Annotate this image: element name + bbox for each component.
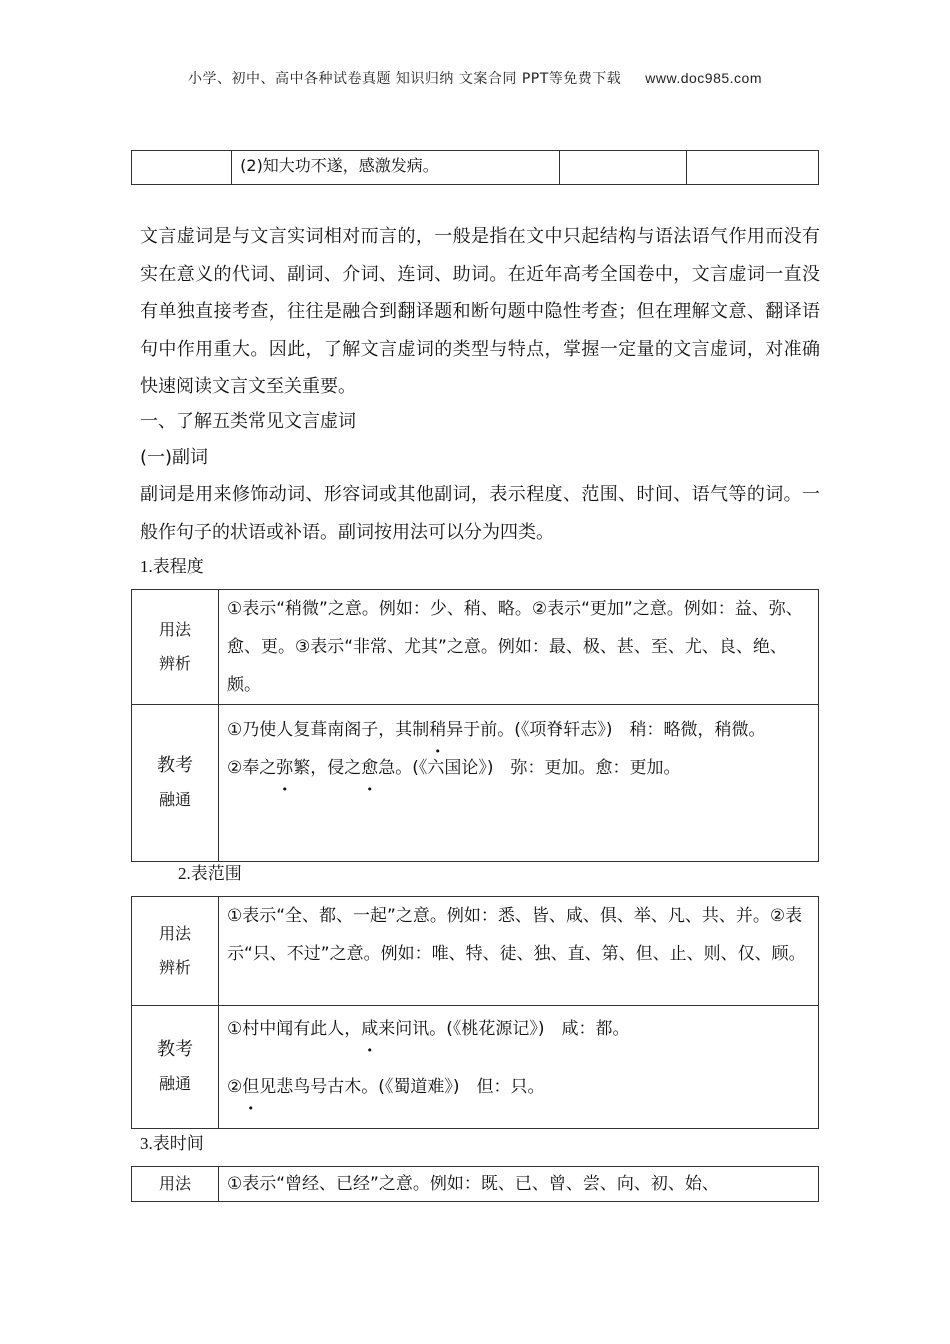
usage-label-line1: 用法 <box>158 620 191 639</box>
example-1 <box>227 1010 810 1048</box>
teaching-label-line1: 教考 <box>157 1039 193 1060</box>
usage-label-cell <box>132 590 219 705</box>
category-3-table <box>131 1166 819 1202</box>
example-1-dotted-word: 咸 <box>361 1019 379 1039</box>
example-1-text-b: 来问讯。(《桃花源记》) 咸：都。 <box>378 1019 630 1039</box>
example-1-text-a: ①村中闻有此人， <box>227 1019 362 1039</box>
usage-label-line2: 辨析 <box>158 654 191 673</box>
example-2-dotted-word-1: 弥 <box>276 758 294 778</box>
example-2-text-a: ②奉之 <box>227 758 277 778</box>
example-cell <box>219 705 819 862</box>
example-1 <box>227 711 810 749</box>
category-1-table <box>131 589 819 862</box>
usage-label-line1: 用法 <box>158 924 191 943</box>
adverb-definition: 副词是用来修饰动词、形容词或其他副词，表示程度、范围、时间、语气等的词。一般作句子的状语或补语。副词按用法可以分为四类。 <box>140 484 820 543</box>
teaching-label-cell <box>132 705 219 862</box>
subsection-heading: (一)副词 <box>140 447 209 468</box>
teaching-label-line1: 教考 <box>157 755 193 776</box>
example-2-text-b: 繁，侵之 <box>293 758 362 778</box>
category-1-title: 1.表程度 <box>140 557 204 576</box>
usage-label-cell: 用法 <box>132 1167 219 1202</box>
example-1-text-a: ①乃使人复葺南阁子，其制 <box>227 720 430 740</box>
category-2-title: 2.表范围 <box>178 864 242 883</box>
example-2 <box>227 1068 810 1106</box>
example-2-dotted-word: 但 <box>242 1077 260 1097</box>
section-heading: 一、了解五类常见文言虚词 <box>140 411 356 432</box>
top-cell-1 <box>132 151 232 185</box>
teaching-label-line2: 融通 <box>158 1074 191 1093</box>
page-header <box>0 68 950 88</box>
example-2-text-b: 见悲鸟号古木。(《蜀道难》) 但：只。 <box>259 1077 545 1097</box>
example-2-text-a: ② <box>227 1077 243 1097</box>
header-text: 小学、初中、高中各种试卷真题 知识归纳 文案合同 PPT等免费下载 <box>187 71 622 87</box>
example-2 <box>227 749 810 787</box>
teaching-label-line2: 融通 <box>158 790 191 809</box>
example-1-text-b: 异于前。(《项脊轩志》) 稍：略微，稍微。 <box>446 720 766 740</box>
category-3-title: 3.表时间 <box>140 1134 204 1153</box>
category-2-table <box>131 896 819 1129</box>
example-1-dotted-word: 稍 <box>429 720 447 740</box>
usage-text: ①表示“曾经、已经”之意。例如：既、已、曾、尝、向、初、始、 <box>219 1167 819 1202</box>
example-2-text-c: 急。(《六国论》) 弥：更加。愈：更加。 <box>378 758 681 778</box>
top-cell-2: (2)知大功不遂，感激发病。 <box>232 151 559 185</box>
usage-label-cell <box>132 897 219 1006</box>
teaching-label-cell <box>132 1006 219 1129</box>
top-cell-4 <box>686 151 818 185</box>
usage-text: ①表示“全、都、一起”之意。例如：悉、皆、咸、俱、举、凡、共、并。②表示“只、不过”之意。例如：唯、特、徒、独、直、第、但、止、则、仅、顾。 <box>219 897 819 1006</box>
usage-text: ①表示“稍微”之意。例如：少、稍、略。②表示“更加”之意。例如：益、弥、愈、更。③表示“非常、尤其”之意。例如：最、极、甚、至、尤、良、绝、颇。 <box>219 590 819 705</box>
top-cell-3 <box>559 151 686 185</box>
example-2-dotted-word-2: 愈 <box>361 758 379 778</box>
example-cell <box>219 1006 819 1129</box>
intro-paragraph: 文言虚词是与文言实词相对而言的，一般是指在文中只起结构与语法语气作用而没有实在意义的代词、副词、介词、连词、助词。在近年高考全国卷中，文言虚词一直没有单独直接考查，往往是融合到翻译题和断句题中隐性考查；但在理解文意、翻译语句中作用重大。因此，了解文言虚词的类型与特点，掌握一定量的文言虚词，对准确快速阅读文言文至关重要。 <box>140 226 820 397</box>
usage-label-line2: 辨析 <box>158 958 191 977</box>
continued-table <box>131 150 819 185</box>
header-site: www.doc985.com <box>645 70 762 86</box>
